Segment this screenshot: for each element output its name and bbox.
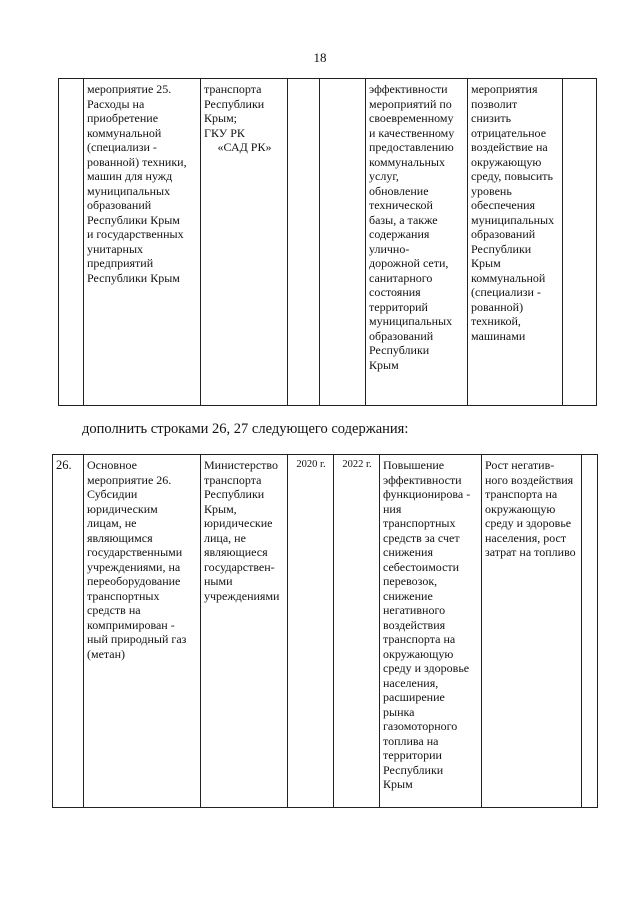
cell-text-line: воздействие на	[471, 140, 548, 154]
cell-text-line: Рост негатив-	[485, 458, 555, 472]
cell-text-line: коммунальных	[369, 154, 445, 169]
cell-text-line: рынка	[383, 704, 415, 719]
cell-text-line: образований	[471, 227, 536, 241]
cell-text-line: компримирован -	[87, 617, 175, 632]
cell-text-line: мероприятий по	[369, 96, 452, 111]
cell-text-line: технической	[369, 198, 433, 212]
cell-text-line: и качественному	[369, 125, 455, 140]
cell-text-line: лицам, не	[87, 516, 137, 530]
cell-text-line: коммунальной	[471, 270, 546, 285]
cell-text-line: базы, а также	[369, 212, 438, 227]
cell-text-line: Расходы на	[87, 96, 145, 111]
cell-text-line: муниципальных	[471, 212, 555, 227]
start-date-cell	[288, 79, 320, 406]
cell-text-line: юридические	[204, 516, 273, 530]
cell-text-line: дорожной сети,	[369, 256, 449, 270]
cell-text-line: содержания	[369, 227, 430, 241]
cell-text-line: ными	[204, 574, 233, 588]
cell-text-line: позволит	[471, 96, 518, 111]
cell-text-line: и государственных	[87, 227, 184, 241]
cell-text-line: среду и здоровье	[383, 661, 470, 675]
cell-text-line: средств на	[87, 603, 141, 617]
cell-text-line: рованной)	[471, 299, 524, 314]
empty-cell	[563, 79, 597, 406]
row-number-cell: 26.	[53, 455, 84, 808]
end-date-cell: 2022 г.	[334, 455, 380, 808]
expected-result-cell	[380, 455, 482, 808]
cell-text-line: эффективности	[383, 472, 462, 487]
expected-result-cell	[366, 79, 468, 406]
cell-text-line: территории	[383, 748, 442, 762]
measure-cell	[84, 455, 201, 808]
cell-text-line: техникой,	[471, 314, 521, 328]
cell-text-line: средств за счет	[383, 530, 460, 545]
cell-text-line: юридическим	[87, 501, 158, 516]
cell-text-line: среду, повысить	[471, 169, 554, 183]
cell-text-line: (специализи -	[471, 285, 541, 299]
cell-text-line: коммунальной	[87, 125, 162, 140]
cell-text-line: транспорта	[204, 472, 262, 487]
cell-text-line: Основное	[87, 458, 137, 472]
cell-text-line: топлива на	[383, 733, 439, 748]
consequences-cell	[482, 455, 582, 808]
cell-text-line: образований	[87, 198, 152, 212]
cell-text-line: (специализи -	[87, 140, 157, 154]
cell-text-line: Крым;	[204, 111, 237, 125]
cell-text-line: Республики	[369, 343, 430, 357]
cell-text-line: снижения	[383, 545, 433, 559]
cell-text-line: уровень	[471, 183, 512, 198]
cell-text-line: обеспечения	[471, 198, 536, 212]
cell-text-line: учреждениями, на	[87, 559, 181, 574]
executor-cell	[201, 455, 288, 808]
table-row	[53, 455, 598, 808]
cell-text-line: транспорта на	[383, 632, 456, 646]
cell-text-line: окружающую	[383, 646, 454, 661]
cell-text-line: эффективности	[369, 82, 448, 96]
cell-text-line: транспортных	[383, 516, 456, 530]
cell-text-line: Республики Крым	[87, 212, 180, 227]
cell-text-line: переоборудование	[87, 574, 181, 588]
cell-text-line: Республики	[383, 762, 444, 777]
cell-text-line: ного воздействия	[485, 472, 574, 487]
cell-text-line: санитарного	[369, 270, 433, 285]
cell-text-line: окружающую	[485, 501, 556, 516]
measure-cell	[84, 79, 201, 406]
cell-text-line: окружающую	[471, 154, 542, 169]
cell-text-line: мероприятие 25.	[87, 82, 172, 96]
cell-text-line: населения,	[383, 675, 439, 690]
cell-text-line: приобретение	[87, 111, 159, 125]
cell-text-line: перевозок,	[383, 574, 438, 588]
cell-text-line: Республики Крым	[87, 270, 180, 285]
cell-text-line: мероприятие 26.	[87, 472, 172, 487]
cell-text-line: государственными	[87, 545, 183, 559]
empty-cell	[582, 455, 598, 808]
cell-text-line: газомоторного	[383, 719, 458, 733]
cell-text-line: машин для нужд	[87, 169, 173, 183]
cell-text-line: себестоимости	[383, 559, 460, 574]
cell-text-line: машинами	[471, 328, 526, 343]
cell-text-line: территорий	[369, 299, 428, 314]
cell-text-line: ГКУ РК	[204, 125, 245, 140]
end-date-cell	[320, 79, 366, 406]
cell-text-line: Крым,	[204, 501, 237, 516]
page-number: 18	[313, 50, 327, 65]
cell-text-line: воздействия	[383, 617, 446, 632]
cell-text-line: являющиеся	[204, 545, 268, 559]
cell-text-line: Крым	[383, 777, 413, 791]
cell-text-line: обновление	[369, 183, 429, 198]
cell-text-line: унитарных	[87, 241, 144, 256]
cell-text-line: среду и здоровье	[485, 516, 572, 530]
cell-text-line: улично-	[369, 241, 410, 256]
cell-text-line: транспорта	[204, 82, 262, 96]
cell-text-line: снизить	[471, 111, 512, 125]
cell-text-line: лица, не	[204, 530, 246, 545]
cell-text-line: Повышение	[383, 458, 445, 472]
cell-text-line: мероприятия	[471, 82, 538, 96]
consequences-cell	[468, 79, 563, 406]
cell-text-line: «САД РК»	[217, 140, 272, 154]
cell-text-line: предоставлению	[369, 140, 454, 154]
cell-text-line: функционирова -	[383, 487, 471, 501]
cell-text-line: муниципальных	[87, 183, 171, 198]
cell-text-line: расширение	[383, 690, 445, 704]
cell-text-line: Министерство	[204, 458, 278, 472]
table-row	[59, 79, 597, 406]
cell-text-line: отрицательное	[471, 125, 547, 140]
cell-text-line: муниципальных	[369, 314, 453, 328]
cell-text-line: Крым	[471, 256, 501, 270]
start-date-cell: 2020 г.	[288, 455, 334, 808]
cell-text-line: ный природный газ	[87, 632, 187, 646]
new-rows-table	[52, 454, 598, 808]
cell-text-line: Республики	[204, 487, 265, 501]
cell-text-line: государствен-	[204, 559, 275, 574]
amendment-instruction: дополнить строками 26, 27 следующего содержания:	[82, 421, 409, 437]
cell-text-line: населения, рост	[485, 530, 567, 545]
cell-text-line: Республики	[471, 241, 532, 256]
cell-text-line: Субсидии	[87, 487, 138, 501]
cell-text-line: негативного	[383, 603, 446, 617]
cell-text-line: (метан)	[87, 646, 126, 661]
cell-text-line: услуг,	[369, 169, 399, 183]
cell-text-line: состояния	[369, 285, 421, 299]
cell-text-line: рованной) техники,	[87, 154, 187, 169]
cell-text-line: являющимся	[87, 530, 153, 545]
cell-text-line: предприятий	[87, 256, 154, 270]
cell-text-line: снижение	[383, 588, 433, 603]
cell-text-line: Крым	[369, 357, 399, 372]
cell-text-line: затрат на топливо	[485, 545, 576, 559]
cell-text-line: своевременному	[369, 111, 454, 125]
cell-text-line: транспортных	[87, 588, 160, 603]
cell-text-line: ния	[383, 501, 402, 516]
continuation-table	[58, 78, 597, 406]
cell-text-line: Республики	[204, 96, 265, 111]
cell-text-line: образований	[369, 328, 434, 343]
cell-text-line: транспорта на	[485, 487, 558, 501]
executor-cell	[201, 79, 288, 406]
cell-text-line: учреждениями	[204, 588, 280, 603]
row-number-cell	[59, 79, 84, 406]
